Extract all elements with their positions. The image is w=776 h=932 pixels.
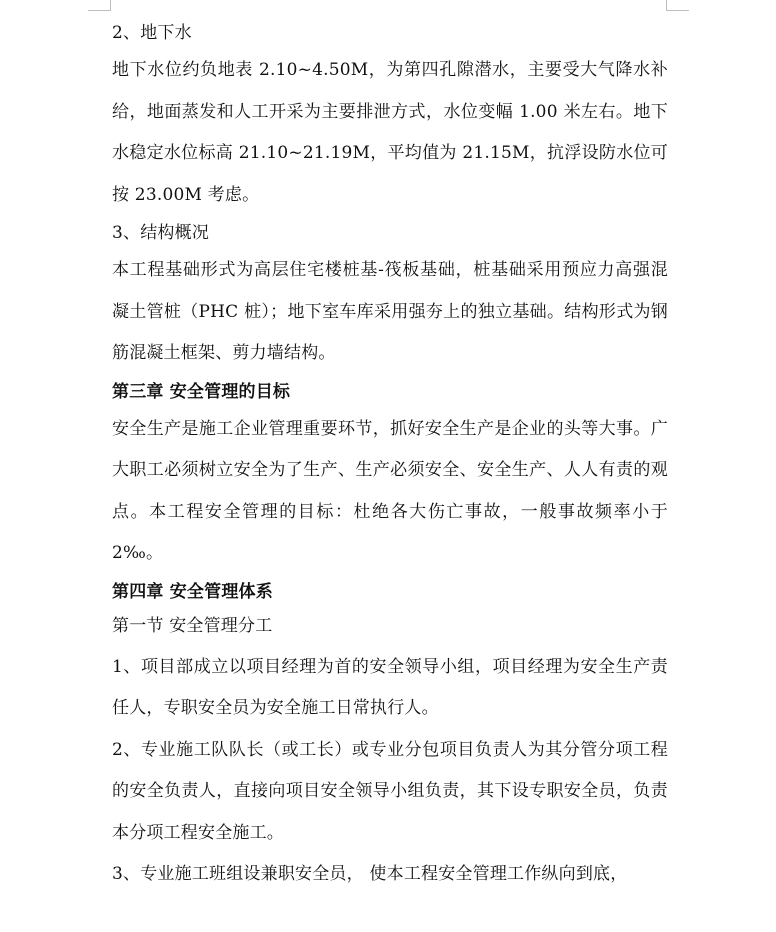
document-body: [112, 16, 668, 896]
paragraph-item-3: 3、专业施工班组设兼职安全员， 使本工程安全管理工作纵向到底，: [112, 864, 628, 884]
paragraph-item-1: 1、项目部成立以项目经理为首的安全领导小组，项目经理为安全生产责任人，专职安全员为安全施工日常执行人。: [112, 656, 668, 718]
section-heading-groundwater: 2、地下水: [112, 23, 192, 43]
paragraph-structure: 本工程基础形式为高层住宅楼桩基-筏板基础，桩基础采用预应力高强混凝土管桩（PHC 桩）；地下室车库采用强夯上的独立基础。结构形式为钢筋混凝土框架、剪力墙结构。: [112, 260, 668, 363]
chapter-title-4: 第四章 安全管理体系: [112, 581, 273, 602]
section-heading-structure: 3、结构概况: [112, 223, 210, 243]
section-title-1: 第一节 安全管理分工: [112, 615, 273, 636]
crop-mark-left: [88, 0, 111, 11]
crop-mark-right: [666, 0, 689, 11]
paragraph-safety-goal: 安全生产是施工企业管理重要环节，抓好安全生产是企业的头等大事。广大职工必须树立安全为了生产、生产必须安全、安全生产、人人有责的观点。本工程安全管理的目标：杜绝各大伤亡事故，一般事故频率小于 2‰。: [112, 418, 668, 563]
paragraph-item-2: 2、专业施工队队长（或工长）或专业分包项目负责人为其分管分项工程的安全负责人，直接向项目安全领导小组负责，其下设专职安全员，负责本分项工程安全施工。: [112, 739, 668, 843]
chapter-title-3: 第三章 安全管理的目标: [112, 381, 291, 402]
paragraph-groundwater: 地下水位约负地表 2.10~4.50M，为第四孔隙潜水，主要受大气降水补给，地面蒸发和人工开采为主要排泄方式，水位变幅 1.00 米左右。地下水稳定水位标高 21.10~21.19M，平均值为 21.15M，抗浮设防水位可按 23.00M 考虑。: [112, 60, 668, 205]
